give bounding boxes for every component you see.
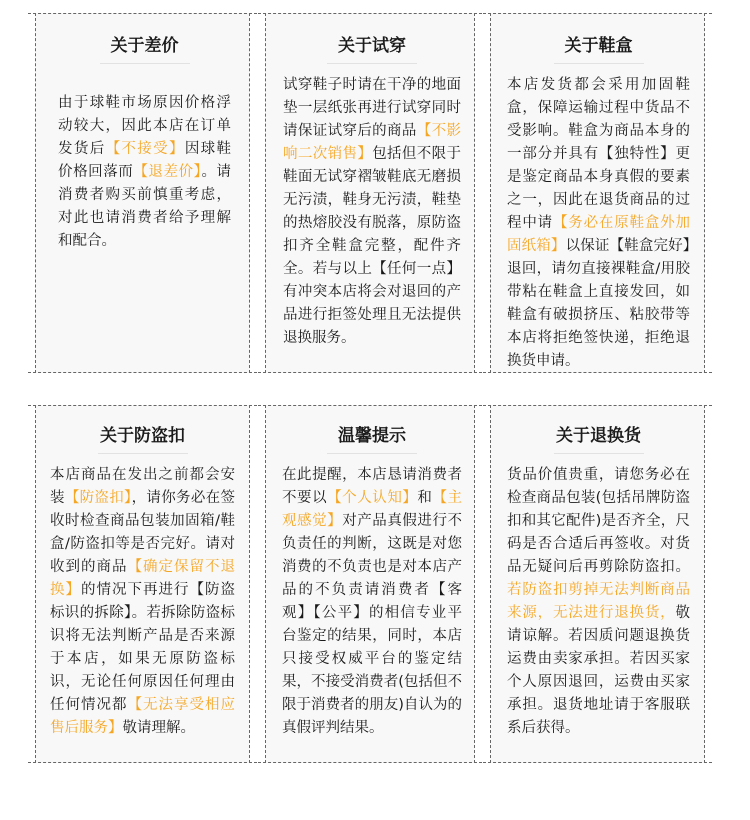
highlight-text: 【防盗扣】: [64, 490, 132, 506]
highlight-text: 【个人认知】: [327, 490, 418, 506]
body-text: ，请你务必在签收时检查商品包装加固箱/鞋盒/防盗扣等是否完好。请对收到的商品: [50, 490, 235, 575]
card-body: [507, 464, 690, 740]
highlight-text: 【务必在原鞋盒外加固纸箱】: [507, 215, 691, 254]
card-title: 关于鞋盒: [564, 36, 633, 56]
body-text: 本店发货都会采用加固鞋盒，保障运输过程中货品不受影响。鞋盒为商品本身的一部分并具有【独特性】更是鉴定商品本身真假的要素之一，因此在退货商品的过程中请: [507, 77, 690, 231]
title-divider: [554, 63, 644, 64]
highlight-text: 【无法享受相应售后服务】: [50, 697, 235, 736]
body-text: 。请消费者购买前慎重考虑，对此也请消费者给予理解和配合。: [58, 164, 232, 249]
highlight-text: 若防盗扣剪掉无法判断商品来源，无法进行退换货，: [507, 582, 690, 621]
card-title: 关于防盗扣: [100, 426, 185, 446]
card-title: 关于试穿: [338, 36, 406, 56]
body-text: 和: [417, 490, 433, 506]
card-anti-theft-tag: [35, 405, 250, 763]
body-text: 包括但不限于鞋面无试穿褶皱鞋底无磨损无污渍，鞋身无污渍，鞋垫的热熔胶没有脱落，原防盗扣齐全鞋盒完整，配件齐全。若与以上【任何一点】有冲突本店将会对退回的产品进行拒签处理且无法提供退换服务。: [283, 146, 462, 346]
card-body: [283, 74, 461, 350]
body-text: 在此提醒，本店恳请消费者不要以: [282, 467, 462, 506]
body-text: 敬请理解。: [122, 720, 195, 736]
highlight-text: 【不接受】: [105, 141, 185, 157]
card-title: 关于差价: [110, 36, 179, 56]
card-returns: [490, 405, 705, 763]
highlight-text: 【退差价】: [133, 164, 202, 180]
card-try-on: [265, 13, 475, 373]
card-title: 温馨提示: [338, 426, 406, 446]
title-divider: [554, 453, 644, 454]
card-body: [282, 464, 462, 740]
card-shoe-box: [490, 13, 705, 373]
body-text: 本店商品在发出之前都会安装: [50, 467, 235, 506]
card-body: [58, 74, 231, 253]
body-text: 因球鞋价格回落而: [58, 141, 232, 180]
highlight-text: 【不影响二次销售】: [283, 123, 462, 162]
card-price-difference: [35, 13, 250, 373]
title-divider: [100, 63, 190, 64]
body-text: 对产品真假进行不负责任的判断，这既是对您消费的不负责也是对本店产品的不负责请消费者【客观】【公平】的相信专业平台鉴定的结果，同时，本店只接受权威平台的鉴定结果，不接受消费者(包括但不限于消费者的朋友)自认为的真假评判结果。: [282, 513, 463, 736]
card-body: [50, 464, 235, 740]
title-divider: [327, 453, 417, 454]
body-text: 的情况下再进行【防盗标识的拆除】。若拆除防盗标识将无法判断产品是否来源于本店，如果无原防盗标识，无论任何原因任何理由任何情况都: [50, 582, 235, 713]
highlight-text: 【确定保留不退换】: [50, 559, 235, 598]
body-text: 以保证【鞋盒完好】退回，请勿直接裸鞋盒/用胶带粘在鞋盒上直接发回，如鞋盒有破损挤压、粘胶带等本店将拒绝签快递，拒绝退换货申请。: [507, 238, 691, 369]
card-kind-reminder: [265, 405, 475, 763]
card-body: [507, 74, 690, 373]
body-text: 试穿鞋子时请在干净的地面垫一层纸张再进行试穿同时请保证试穿后的商品: [283, 77, 461, 139]
body-text: 由于球鞋市场原因价格浮动较大，因此本店在订单发货后: [58, 95, 231, 157]
title-divider: [98, 453, 188, 454]
body-text: 货品价值贵重，请您务必在检查商品包装(包括吊牌防盗扣和其它配件)是否齐全，尺码是否合适后再签收。对货品无疑问后再剪除防盗扣。: [507, 467, 690, 575]
body-text: 敬请谅解。若因质问题退换货运费由卖家承担。若因买家个人原因退回，运费由买家承担。退货地址请于客服联系后获得。: [507, 605, 690, 736]
title-divider: [327, 63, 417, 64]
highlight-text: 【主观感觉】: [282, 490, 463, 529]
card-title: 关于退换货: [556, 426, 641, 446]
